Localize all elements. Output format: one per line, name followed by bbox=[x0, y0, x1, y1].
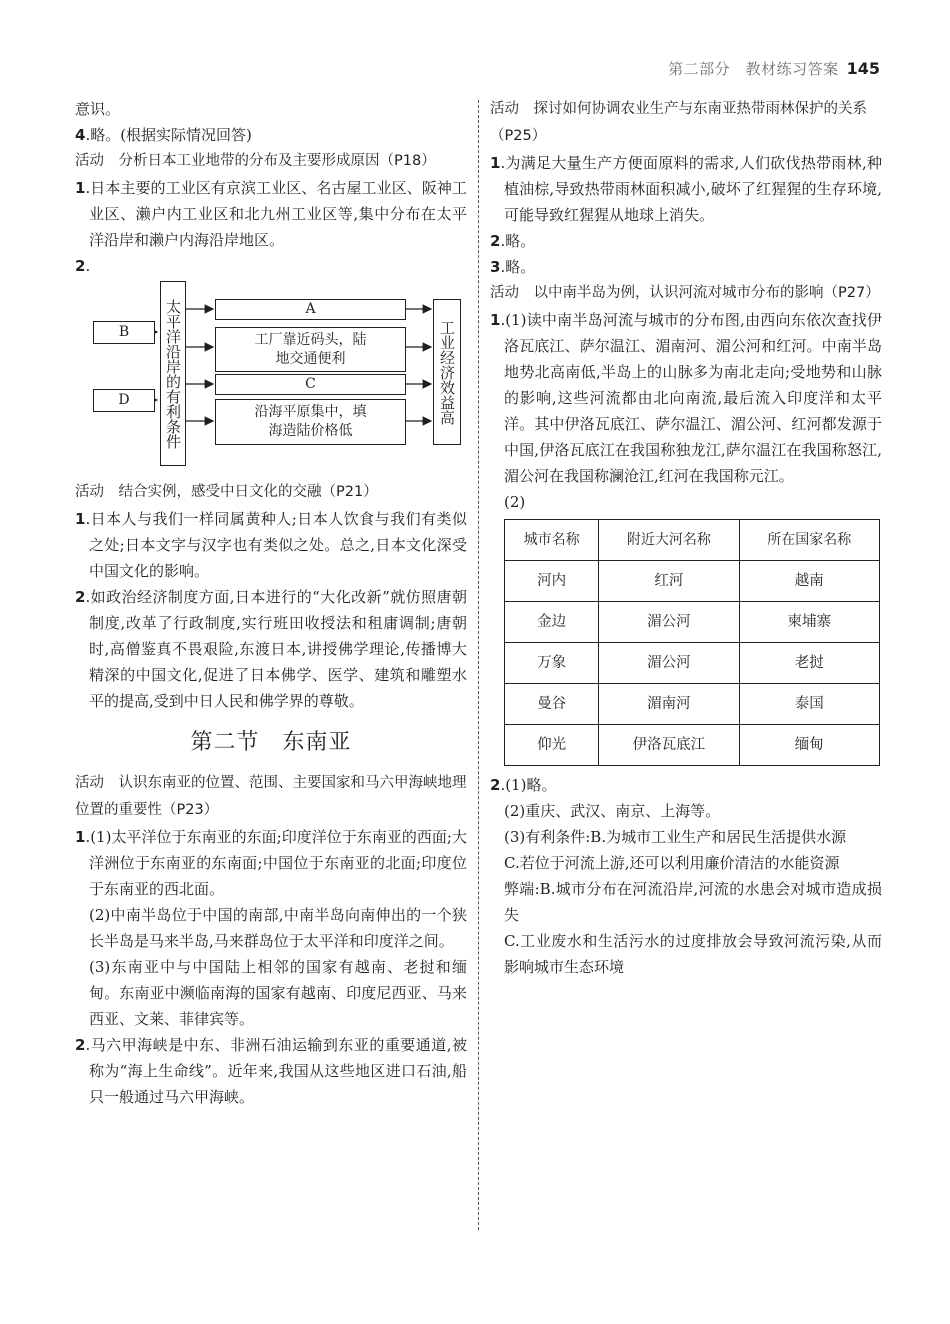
item-number: 1 bbox=[75, 510, 86, 528]
answer-2 bbox=[490, 228, 882, 254]
activity-heading: 活动 认识东南亚的位置、范围、主要国家和马六甲海峡地理位置的重要性（P23） bbox=[75, 775, 467, 818]
column-header: 附近大河名称 bbox=[599, 520, 739, 561]
right-column bbox=[490, 96, 882, 980]
table-header-row bbox=[505, 520, 880, 561]
answer-2-part-6: C.工业废水和生活污水的过度排放会导致河流污染,从而影响城市生态环境 bbox=[504, 932, 882, 976]
answer-2-part-4: C.若位于河流上游,还可以利用廉价清洁的水能资源 bbox=[504, 854, 840, 872]
column-header: 城市名称 bbox=[505, 520, 599, 561]
answer-2-part-2: (2)重庆、武汉、南京、上海等。 bbox=[504, 802, 721, 820]
answer-2-part-3: (3)有利条件:B.为城市工业生产和居民生活提供水源 bbox=[504, 828, 847, 846]
item-number: 2 bbox=[490, 776, 501, 794]
activity-heading: 活动 分析日本工业地带的分布及主要形成原因（P18） bbox=[75, 153, 436, 169]
column-divider bbox=[478, 100, 479, 1230]
page-header bbox=[668, 58, 880, 82]
answer-2-part-5: 弊端:B.城市分布在河流沿岸,河流的水患会对城市造成损失 bbox=[504, 880, 882, 924]
table-cell: 老挝 bbox=[739, 643, 879, 684]
answer-4 bbox=[75, 122, 467, 148]
answer-text: .略。(根据实际情况回答) bbox=[85, 126, 252, 144]
answer-1-part-2: (2)中南半岛位于中国的南部,中南半岛向南伸出的一个狭长半岛是马来半岛,马来群岛位于太平洋和印度洋之间。 bbox=[89, 906, 467, 950]
city-river-table bbox=[504, 519, 880, 766]
answer-1-part-3: (3)东南亚中与中国陆上相邻的国家有越南、老挝和缅甸。东南亚中濒临南海的国家有越南、印度尼西亚、马来西亚、文莱、菲律宾等。 bbox=[89, 958, 467, 1028]
answer-text: .日本人与我们一样同属黄种人;日本人饮食与我们有类似之处;日本文字与汉字也有类似之处。总之,日本文化深受中国文化的影响。 bbox=[85, 510, 467, 580]
table-cell: 万象 bbox=[505, 643, 599, 684]
left-column bbox=[75, 96, 467, 1110]
answer-text: .马六甲海峡是中东、非洲石油运输到东亚的重要通道,被称为“海上生命线”。近年来,我国从这些地区进口石油,船只一般通过马六甲海峡。 bbox=[85, 1036, 467, 1106]
answer-text: .(1)读中南半岛河流与城市的分布图,由西向东依次查找伊洛瓦底江、萨尔温江、湄南河、湄公河和红河。中南半岛地势北高南低,半岛上的山脉多为南北走向;受地势和山脉的影响,这些河流都由北向南流,最后流入印度洋和太平洋。其中伊洛瓦底江、萨尔温江、湄公河、红河都发源于中国,伊洛瓦底江在我国称独龙江,萨尔温江在我国称怒江,湄公河在我国称澜沧江,红河在我国称元江。 bbox=[500, 311, 882, 485]
answer-1 bbox=[75, 824, 467, 902]
industry-factors-diagram bbox=[75, 281, 467, 471]
item-number: 1 bbox=[75, 828, 86, 846]
table-cell: 缅甸 bbox=[739, 725, 879, 766]
table-cell: 湄公河 bbox=[599, 643, 739, 684]
section-title: 第二节 东南亚 bbox=[190, 730, 352, 755]
answer-text: .日本主要的工业区有京滨工业区、名古屋工业区、阪神工业区、濑户内工业区和北九州工业区等,集中分布在太平洋沿岸和濑户内海沿岸地区。 bbox=[85, 179, 467, 249]
table-cell: 伊洛瓦底江 bbox=[599, 725, 739, 766]
answer-2 bbox=[75, 1032, 467, 1110]
answer-1 bbox=[75, 506, 467, 584]
table-cell: 金边 bbox=[505, 602, 599, 643]
box-c: C bbox=[215, 374, 406, 395]
answer-text: .略。 bbox=[500, 232, 536, 250]
paragraph: 意识。 bbox=[75, 100, 121, 118]
item-number: 1 bbox=[490, 311, 501, 329]
item-number: 2 bbox=[75, 588, 86, 606]
box-coastal-plain: 沿海平原集中，填海造陆价格低 bbox=[215, 399, 406, 445]
table-cell: 仰光 bbox=[505, 725, 599, 766]
answer-text: .(1)太平洋位于东南亚的东面;印度洋位于东南亚的西面;大洋洲位于东南亚的东南面;中国位于东南亚的北面;印度位于东南亚的西北面。 bbox=[85, 828, 467, 898]
answer-1 bbox=[490, 150, 882, 228]
box-industrial-benefit: 工业经济效益高 bbox=[433, 299, 461, 445]
answer-1 bbox=[75, 175, 467, 253]
activity-heading: 活动 结合实例，感受中日文化的交融（P21） bbox=[75, 484, 378, 500]
answer-2 bbox=[75, 584, 467, 714]
table-row bbox=[505, 602, 880, 643]
table-row bbox=[505, 684, 880, 725]
activity-heading: 活动 以中南半岛为例，认识河流对城市分布的影响（P27） bbox=[490, 285, 880, 301]
table-row bbox=[505, 643, 880, 684]
answer-text: .(1)略。 bbox=[500, 776, 557, 794]
item-number: 3 bbox=[490, 258, 501, 276]
table-cell: 泰国 bbox=[739, 684, 879, 725]
item-number: 2 bbox=[75, 257, 86, 275]
table-cell: 河内 bbox=[505, 561, 599, 602]
box-d: D bbox=[93, 389, 155, 412]
page-number: 145 bbox=[846, 59, 880, 78]
box-pacific-coast-advantages: 太平洋沿岸的有利条件 bbox=[160, 281, 186, 466]
table-row bbox=[505, 725, 880, 766]
table-cell: 曼谷 bbox=[505, 684, 599, 725]
table-cell: 柬埔寨 bbox=[739, 602, 879, 643]
table-cell: 越南 bbox=[739, 561, 879, 602]
answer-text: . bbox=[85, 257, 91, 275]
answer-2 bbox=[490, 772, 882, 798]
box-port-transport: 工厂靠近码头，陆地交通便利 bbox=[215, 327, 406, 372]
answer-1-part-2: (2) bbox=[504, 493, 526, 511]
item-number: 2 bbox=[490, 232, 501, 250]
answer-3 bbox=[490, 254, 882, 280]
answer-text: .如政治经济制度方面,日本进行的“大化改新”就仿照唐朝制度,改革了行政制度,实行班田收授法和租庸调制;唐朝时,高僧鉴真不畏艰险,东渡日本,讲授佛学理论,传播博大精深的中国文化,促进了日本佛学、医学、建筑和雕塑水平的提高,受到中日人民和佛学界的尊敬。 bbox=[85, 588, 467, 710]
answer-text: .为满足大量生产方便面原料的需求,人们砍伐热带雨林,种植油棕,导致热带雨林面积减小,破坏了红猩猩的生存环境,可能导致红猩猩从地球上消失。 bbox=[500, 154, 882, 224]
answer-text: .略。 bbox=[500, 258, 536, 276]
table-cell: 湄公河 bbox=[599, 602, 739, 643]
box-a: A bbox=[215, 299, 406, 320]
box-b: B bbox=[93, 321, 155, 344]
table-cell: 湄南河 bbox=[599, 684, 739, 725]
activity-heading: 活动 探讨如何协调农业生产与东南亚热带雨林保护的关系（P25） bbox=[490, 101, 867, 144]
item-number: 1 bbox=[75, 179, 86, 197]
table-cell: 红河 bbox=[599, 561, 739, 602]
item-number: 4 bbox=[75, 126, 86, 144]
item-number: 2 bbox=[75, 1036, 86, 1054]
column-header: 所在国家名称 bbox=[739, 520, 879, 561]
answer-1 bbox=[490, 307, 882, 489]
answer-2 bbox=[75, 253, 467, 279]
section-label: 第二部分 教材练习答案 bbox=[668, 60, 839, 78]
table-row bbox=[505, 561, 880, 602]
item-number: 1 bbox=[490, 154, 501, 172]
